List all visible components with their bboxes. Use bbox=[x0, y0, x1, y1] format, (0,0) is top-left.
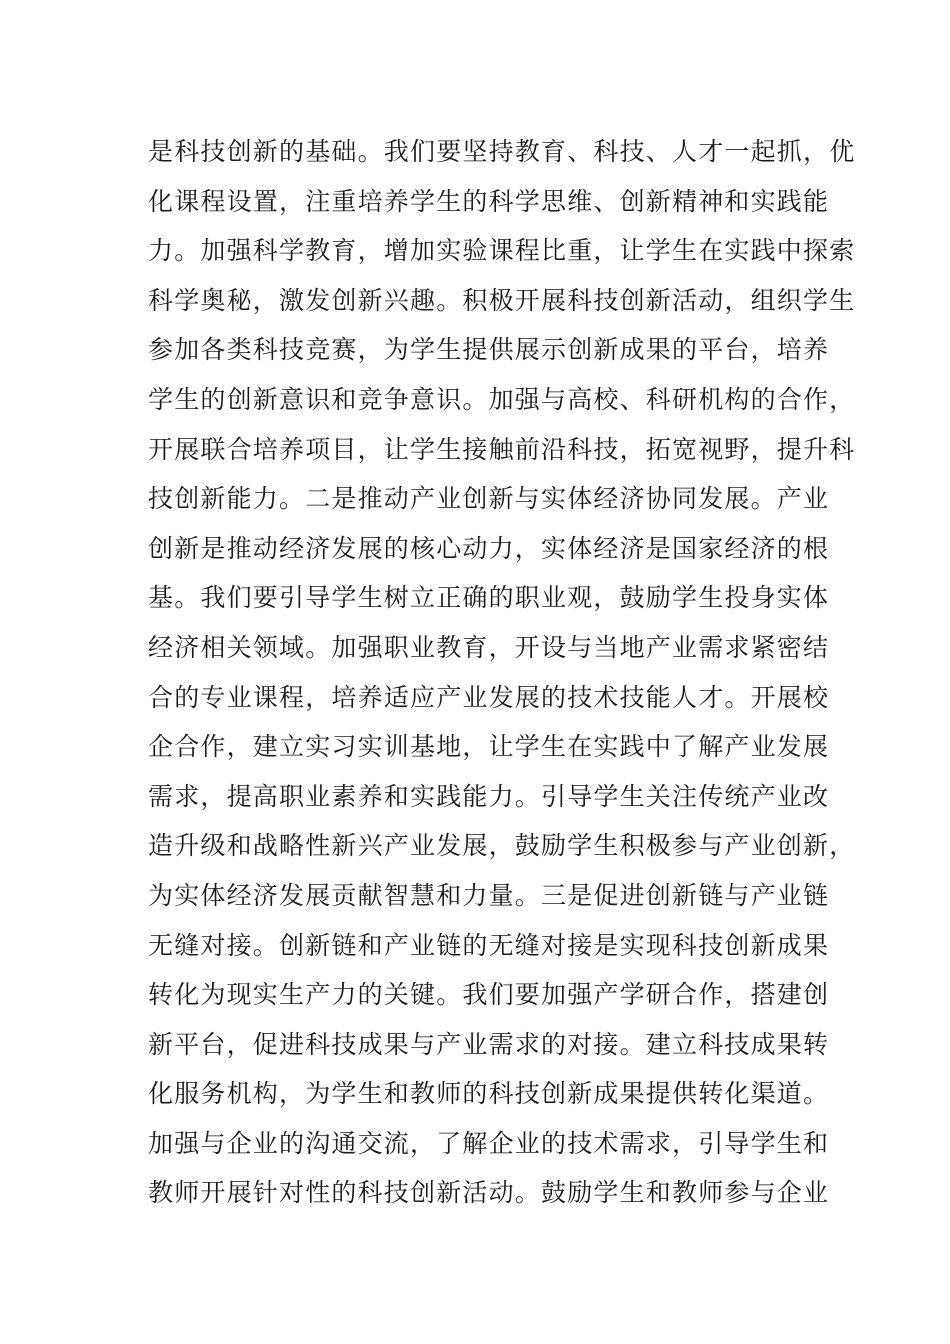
text-line: 力。加强科学教育，增加实验课程比重，让学生在实践中探索 bbox=[148, 236, 856, 266]
text-line: 学生的创新意识和竞争意识。加强与高校、科研机构的合作， bbox=[148, 384, 856, 414]
text-line: 基。我们要引导学生树立正确的职业观，鼓励学生投身实体 bbox=[148, 583, 830, 613]
text-line: 新平台，促进科技成果与产业需求的对接。建立科技成果转 bbox=[148, 1029, 830, 1059]
text-line: 技创新能力。二是推动产业创新与实体经济协同发展。产业 bbox=[148, 484, 830, 514]
text-line: 加强与企业的沟通交流，了解企业的技术需求，引导学生和 bbox=[148, 1128, 830, 1158]
text-line: 转化为现实生产力的关键。我们要加强产学研合作，搭建创 bbox=[148, 980, 830, 1010]
text-line: 化服务机构，为学生和教师的科技创新成果提供转化渠道。 bbox=[148, 1079, 830, 1109]
text-line: 是科技创新的基础。我们要坚持教育、科技、人才一起抓，优 bbox=[148, 137, 856, 166]
text-line: 参加各类科技竞赛，为学生提供展示创新成果的平台，培养 bbox=[148, 335, 830, 365]
text-line: 创新是推动经济发展的核心动力，实体经济是国家经济的根 bbox=[148, 533, 830, 563]
text-line: 教师开展针对性的科技创新活动。鼓励学生和教师参与企业 bbox=[148, 1178, 830, 1208]
text-line: 经济相关领域。加强职业教育，开设与当地产业需求紧密结 bbox=[148, 632, 830, 662]
text-line: 造升级和战略性新兴产业发展，鼓励学生积极参与产业创新， bbox=[148, 831, 856, 861]
text-line: 为实体经济发展贡献智慧和力量。三是促进创新链与产业链 bbox=[148, 880, 830, 910]
body-text bbox=[148, 127, 856, 1218]
text-line: 合的专业课程，培养适应产业发展的技术技能人才。开展校 bbox=[148, 682, 830, 712]
text-line: 企合作，建立实习实训基地，让学生在实践中了解产业发展 bbox=[148, 732, 830, 762]
text-line: 化课程设置，注重培养学生的科学思维、创新精神和实践能 bbox=[148, 186, 830, 216]
text-line: 无缝对接。创新链和产业链的无缝对接是实现科技创新成果 bbox=[148, 930, 830, 960]
text-line: 科学奥秘，激发创新兴趣。积极开展科技创新活动，组织学生 bbox=[148, 285, 856, 315]
text-line: 开展联合培养项目，让学生接触前沿科技，拓宽视野，提升科 bbox=[148, 434, 856, 464]
text-line: 需求，提高职业素养和实践能力。引导学生关注传统产业改 bbox=[148, 781, 830, 811]
